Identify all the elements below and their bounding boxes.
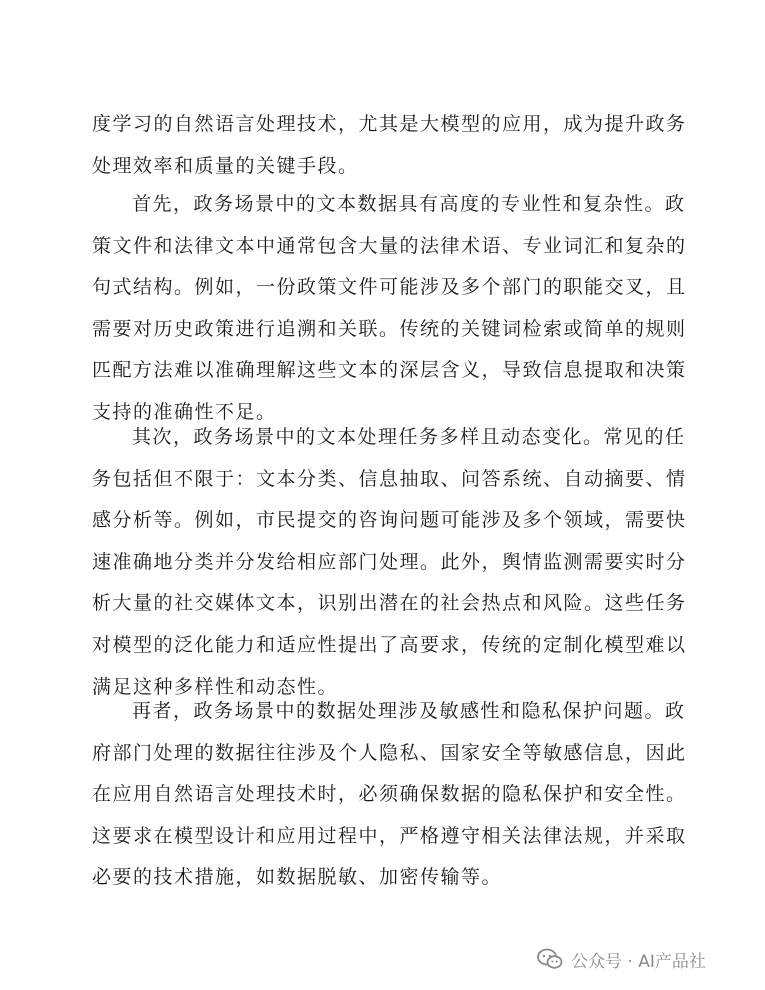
text-line: 度学习的自然语言处理技术，尤其是大模型的应用，成为提升政务 bbox=[92, 113, 687, 135]
text-line: 感分析等。例如，市民提交的咨询问题可能涉及多个领域，需要快 bbox=[92, 509, 687, 532]
watermark-text: 公众号 · AI产品社 bbox=[571, 951, 706, 972]
text-line: 首先，政务场景中的文本数据具有高度的专业性和复杂性。政 bbox=[132, 193, 686, 215]
text-line: 匹配方法难以准确理解这些文本的深层含义，导致信息提取和决策 bbox=[92, 359, 687, 382]
text-line: 满足这种多样性和动态性。 bbox=[92, 675, 339, 698]
text-line: 策文件和法律文本中通常包含大量的法律术语、专业词汇和复杂的 bbox=[92, 234, 687, 257]
text-line: 务包括但不限于：文本分类、信息抽取、问答系统、自动摘要、情 bbox=[92, 467, 687, 490]
text-line: 处理效率和质量的关键手段。 bbox=[92, 154, 359, 177]
text-line: 析大量的社交媒体文本，识别出潜在的社会热点和风险。这些任务 bbox=[92, 592, 687, 615]
wechat-icon bbox=[537, 948, 563, 970]
text-line: 府部门处理的数据往往涉及个人隐私、国家安全等敏感信息，因此 bbox=[92, 741, 687, 764]
paragraph-first bbox=[92, 184, 692, 434]
watermark bbox=[537, 945, 706, 973]
text-line: 必要的技术措施，如数据脱敏、加密传输等。 bbox=[92, 866, 503, 889]
text-line: 支持的准确性不足。 bbox=[92, 400, 277, 423]
text-line: 速准确地分类并分发给相应部门处理。此外，舆情监测需要实时分 bbox=[92, 550, 687, 573]
paragraph-third bbox=[92, 691, 692, 899]
text-line: 需要对历史政策进行追溯和关联。传统的关键词检索或简单的规则 bbox=[92, 317, 687, 340]
text-line: 对模型的泛化能力和适应性提出了高要求，传统的定制化模型难以 bbox=[92, 633, 687, 656]
text-line: 这要求在模型设计和应用过程中，严格遵守相关法律法规，并采取 bbox=[92, 824, 687, 847]
paragraph-intro bbox=[92, 104, 692, 187]
text-line: 其次，政务场景中的文本处理任务多样且动态变化。常见的任 bbox=[132, 426, 686, 448]
text-line: 句式结构。例如，一份政策文件可能涉及多个部门的职能交叉，且 bbox=[92, 276, 687, 299]
text-line: 再者，政务场景中的数据处理涉及敏感性和隐私保护问题。政 bbox=[132, 700, 686, 722]
paragraph-second bbox=[92, 417, 692, 708]
text-line: 在应用自然语言处理技术时，必须确保数据的隐私保护和安全性。 bbox=[92, 783, 687, 806]
